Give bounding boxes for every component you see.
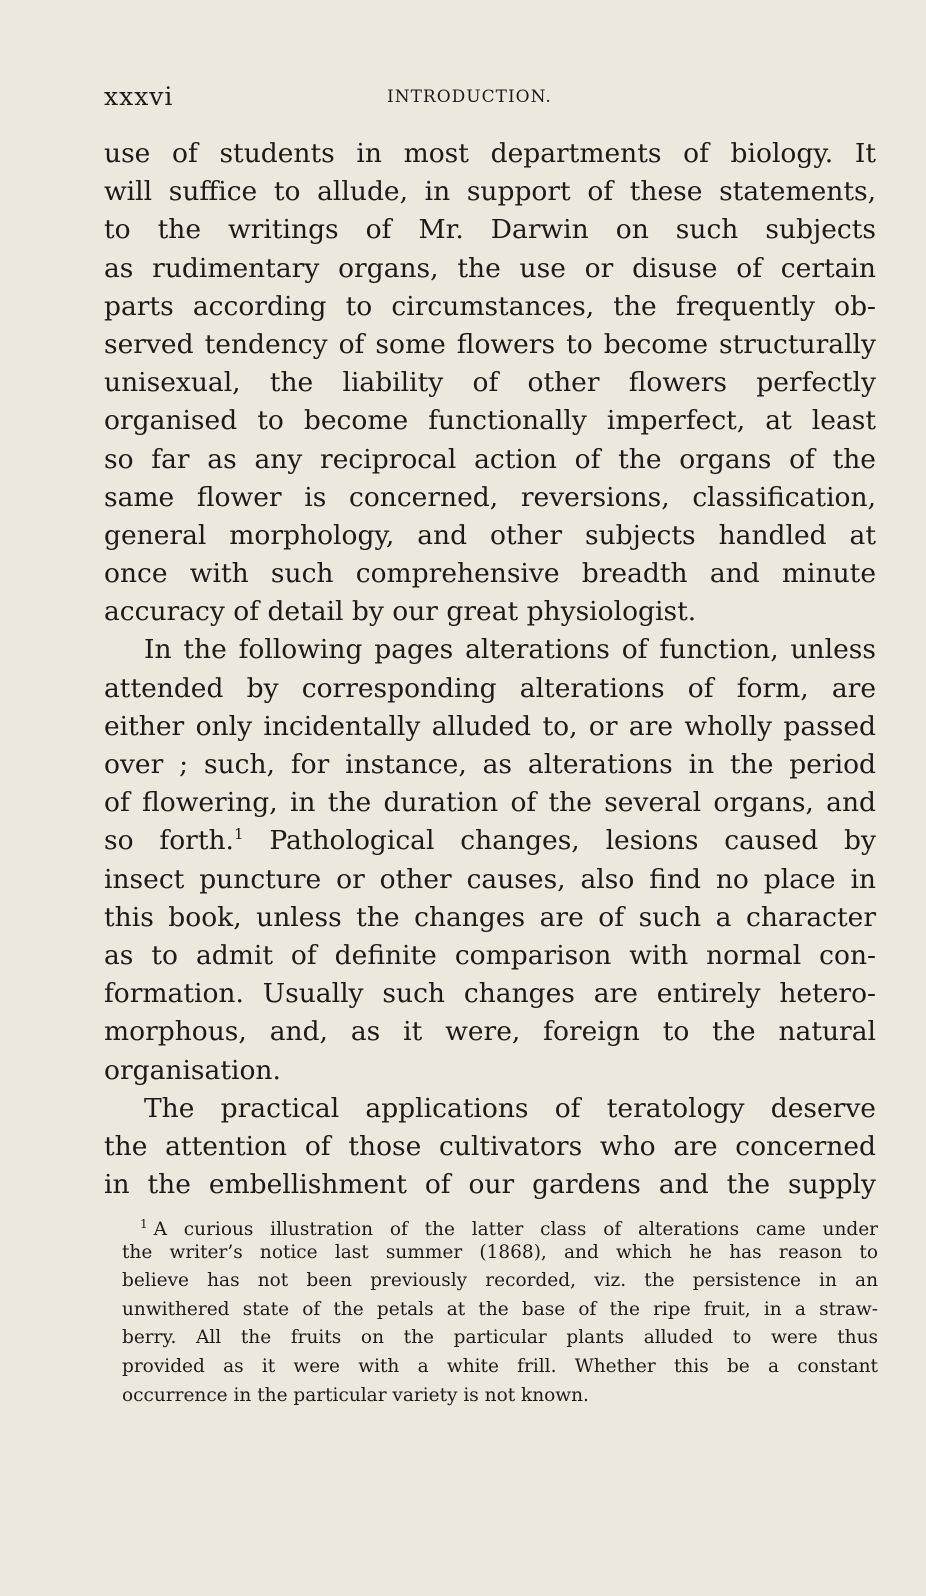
- footnote-line: provided as it were with a white frill. Whether this be a constant: [122, 1355, 878, 1377]
- text-line: to the writings of Mr. Darwin on such subjects: [104, 214, 876, 246]
- text-line: parts according to circumstances, the frequently ob-: [104, 290, 876, 322]
- text-line: unisexual, the liability of other flowers perfectly: [104, 367, 876, 399]
- text-line: so far as any reciprocal action of the organs of the: [104, 443, 876, 475]
- footnote-line: unwithered state of the petals at the base of the ripe fruit, in a straw-: [122, 1298, 878, 1320]
- text-line: attended by corresponding alterations of form, are: [104, 672, 876, 704]
- footnote-line: occurrence in the particular variety is not known.: [122, 1384, 589, 1406]
- text-line: once with such comprehensive breadth and minute: [104, 558, 876, 590]
- footnote-reference: 1: [233, 825, 244, 844]
- text-line: In the following pages alterations of function, unless: [144, 634, 876, 666]
- text-line: as rudimentary organs, the use or disuse of certain: [104, 252, 876, 284]
- text-line: in the embellishment of our gardens and the supply: [104, 1169, 876, 1201]
- text-line: insect puncture or other causes, also find no place in: [104, 863, 876, 895]
- footnote: [122, 1210, 878, 1410]
- text-line: this book, unless the changes are of such a character: [104, 901, 876, 933]
- text-line: served tendency of some flowers to become structurally: [104, 328, 876, 360]
- page-header: [104, 82, 874, 118]
- text-line: organised to become functionally imperfect, at least: [104, 405, 876, 437]
- text-line: general morphology, and other subjects handled at: [104, 519, 876, 551]
- text-fragment: Pathological changes, lesions caused by: [269, 825, 876, 857]
- text-line: organisation.: [104, 1054, 281, 1086]
- footnote-marker: 1: [140, 1217, 148, 1231]
- text-line: of flowering, in the duration of the several organs, and: [104, 787, 876, 819]
- text-line: the attention of those cultivators who are concerned: [104, 1130, 876, 1162]
- text-line: use of students in most departments of biology. It: [104, 138, 876, 169]
- text-line: either only incidentally alluded to, or are wholly passed: [104, 710, 876, 742]
- text-line: morphous, and, as it were, foreign to the natural: [104, 1016, 876, 1048]
- text-line: accuracy of detail by our great physiologist.: [104, 596, 697, 628]
- footnote-line: believe has not been previously recorded, viz. the persistence in an: [122, 1270, 878, 1292]
- text-line: as to admit of definite comparison with normal con-: [104, 939, 876, 971]
- text-line-with-footnote: [104, 822, 876, 860]
- text-line: formation. Usually such changes are entirely hetero-: [104, 978, 876, 1010]
- footnote-text: A curious illustration of the latter class of alterations came under: [153, 1219, 878, 1241]
- text-line: over ; such, for instance, as alterations in the period: [104, 749, 876, 780]
- main-text: [104, 135, 876, 1204]
- text-line: will suffice to allude, in support of these statements,: [104, 176, 876, 208]
- page-number: xxxvi: [104, 82, 174, 111]
- running-head: INTRODUCTION.: [387, 87, 552, 107]
- text-line: same flower is concerned, reversions, classification,: [104, 481, 876, 513]
- footnote-line: berry. All the fruits on the particular plants alluded to were thus: [122, 1327, 878, 1349]
- text-fragment: so forth.: [104, 825, 234, 857]
- text-line: The practical applications of teratology deserve: [144, 1092, 876, 1124]
- footnote-line: the writer’s notice last summer (1868), and which he has reason to: [122, 1241, 878, 1263]
- footnote-line: [122, 1210, 878, 1239]
